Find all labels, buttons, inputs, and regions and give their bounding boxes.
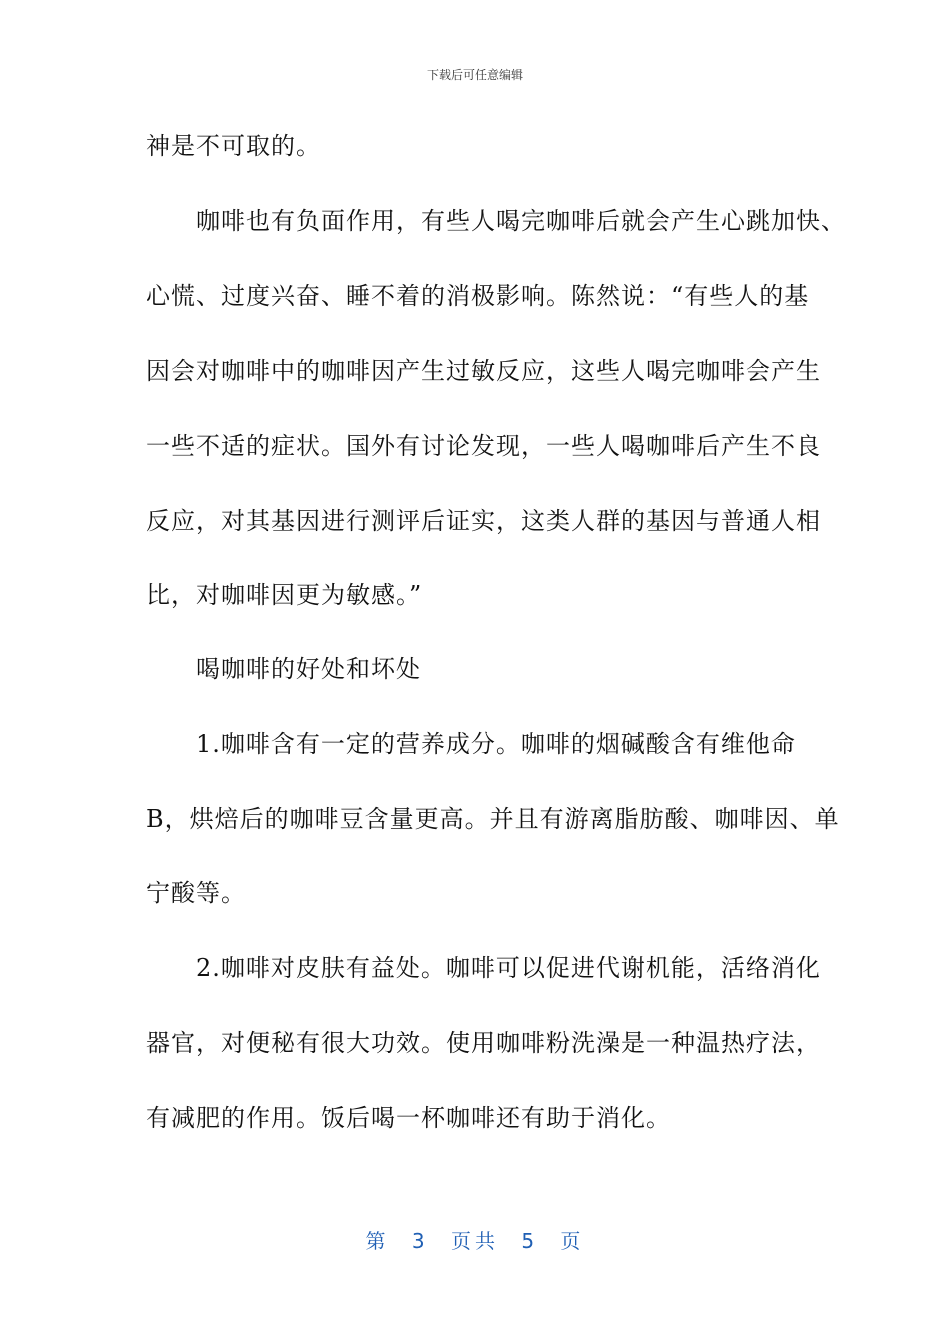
page-header: 下载后可任意编辑 <box>426 68 523 82</box>
body-line-13: 器官，对便秘有很大功效。使用咖啡粉洗澡是一种温热疗法， <box>146 1029 821 1057</box>
body-line-12: 2.咖啡对皮肤有益处。咖啡可以促进代谢机能，活络消化 <box>146 954 821 982</box>
body-line-7: 比，对咖啡因更为敏感。” <box>146 581 423 609</box>
body-line-10: B，烘焙后的咖啡豆含量更高。并且有游离脂肪酸、咖啡因、单 <box>146 805 840 833</box>
body-line-5: 一些不适的症状。国外有讨论发现，一些人喝咖啡后产生不良 <box>146 432 821 460</box>
body-line-6: 反应，对其基因进行测评后证实，这类人群的基因与普通人相 <box>146 507 821 535</box>
body-line-9: 1.咖啡含有一定的营养成分。咖啡的烟碱酸含有维他命 <box>146 730 796 758</box>
body-line-2: 咖啡也有负面作用，有些人喝完咖啡后就会产生心跳加快、 <box>146 207 846 235</box>
section-heading: 喝咖啡的好处和坏处 <box>146 655 421 683</box>
body-line-1: 神是不可取的。 <box>146 132 321 160</box>
page-number-footer: 第 3 页共 5 页 <box>365 1229 585 1253</box>
body-line-3: 心慌、过度兴奋、睡不着的消极影响。陈然说：“有些人的基 <box>146 282 810 310</box>
body-line-11: 宁酸等。 <box>146 879 246 907</box>
body-line-14: 有减肥的作用。饭后喝一杯咖啡还有助于消化。 <box>146 1104 671 1132</box>
body-line-4: 因会对咖啡中的咖啡因产生过敏反应，这些人喝完咖啡会产生 <box>146 357 821 385</box>
